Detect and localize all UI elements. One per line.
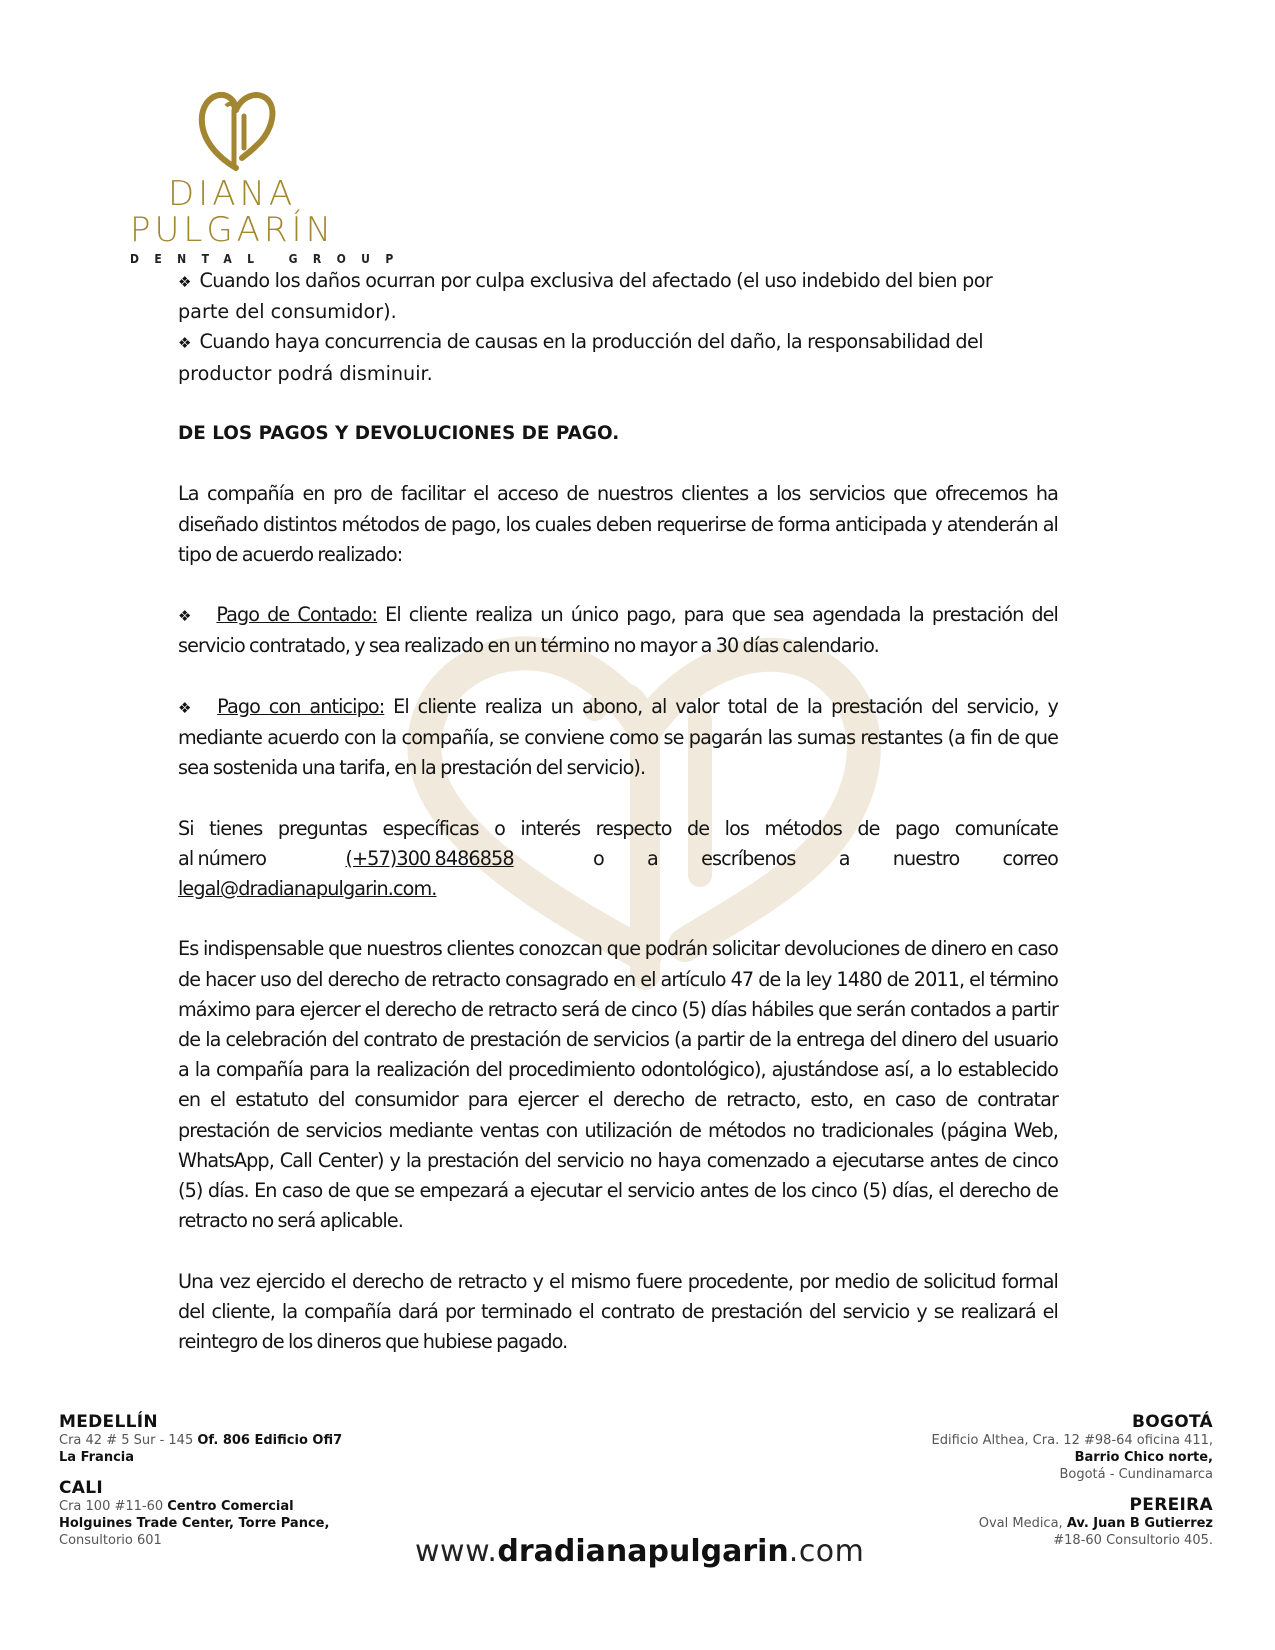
payment-method-cash: ❖ Pago de Contado: El cliente realiza un único pago, para que sea agendada la prestación del servicio contratado, y sea realizado en un término no mayor a 30 días calendario. [178,603,1058,658]
phone-link[interactable]: (+57)300 8486858 [345,846,514,870]
office-city-bogota: BOGOTÁ [1131,1412,1213,1432]
heart-tooth-logo-icon [196,86,276,176]
office-address-bogota: Edificio Althea, Cra. 12 #98-64 oficina 411, Barrio Chico norte, Bogotá - Cundinamarca [931,1433,1213,1482]
document-body [178,266,1058,1357]
company-logo [126,80,409,270]
website-link[interactable]: www.dradianapulgarin.com [415,1534,865,1569]
footer-left-offices [59,1412,399,1549]
office-city-cali: CALI [59,1478,103,1498]
diamond-bullet-icon: ❖ [178,698,196,717]
office-city-medellin: MEDELLÍN [59,1412,158,1432]
diamond-bullet-icon: ❖ [178,334,192,353]
logo-name-line2: PULGARÍN [130,210,336,250]
bullet-item: ❖ Cuando haya concurrencia de causas en la producción del daño, la responsabilidad del productor podrá disminuir. [178,330,984,385]
footer-right-offices [853,1412,1213,1549]
office-address-pereira: Oval Medica, Av. Juan B Gutierrez #18-60 Consultorio 405. [978,1516,1213,1548]
contact-paragraph: Si tienes preguntas específicas o interés respecto de los métodos de pago comunícate al número (+57)300 8486858 o a escríbenos a nuestro correo legal@dradianapulgarin.com. [178,816,1058,900]
diamond-bullet-icon: ❖ [178,607,195,626]
diamond-bullet-icon: ❖ [178,273,192,291]
refund-paragraph: Es indispensable que nuestros clientes conozcan que podrán solicitar devoluciones de dinero en caso de hacer uso del derecho de retracto consagrado en el artículo 47 de la ley 1480 de 2011, el término máximo para ejercer el derecho de retracto será de cinco (5) días hábiles que serán contados a partir de la celebración del contrato de prestación de servicios (a partir de la entrega del dinero del usuario a la compañía para la realización del procedimiento odontológico), ajustándose así, a lo establecido en el estatuto del consumidor para ejercer el derecho de retracto, esto, en caso de contratar prestación de servicios mediante ventas con utilización de métodos no tradicionales (página Web, WhatsApp, Call Center) y la prestación del servicio no haya comenzado a ejecutarse antes de cinco (5) días. En caso de que se empezará a ejecutar el servicio antes de los cinco (5) días, el derecho de retracto no será aplicable. [178,937,1058,1233]
logo-name-line1: DIANA [168,174,297,214]
section-heading: DE LOS PAGOS Y DEVOLUCIONES DE PAGO. [178,423,620,444]
closing-paragraph: Una vez ejercido el derecho de retracto y el mismo fuere procedente, por medio de solicitud formal del cliente, la compañía dará por terminado el contrato de prestación del servicio y se realizará el reintegro de los dineros que hubiese pagado. [178,1269,1058,1353]
office-city-pereira: PEREIRA [1129,1495,1213,1515]
payment-label: Pago con anticipo: [217,694,385,718]
office-address-cali: Cra 100 #11-60 Centro Comercial Holguines Trade Center, Torre Pance, Consultorio 601 [59,1499,330,1548]
bullet-item: ❖ Cuando los daños ocurran por culpa exclusiva del afectado (el uso indebido del bien por parte del consumidor). [178,269,993,324]
intro-paragraph: La compañía en pro de facilitar el acceso de nuestros clientes a los servicios que ofrecemos ha diseñado distintos métodos de pago, los cuales deben requerirse de forma anticipada y atenderán al tipo de acuerdo realizado: [178,482,1058,566]
logo-tagline: DENTAL GROUP [130,252,409,266]
office-address-medellin: Cra 42 # 5 Sur - 145 Of. 806 Edificio Ofi7 La Francia [59,1433,343,1465]
payment-label: Pago de Contado: [216,603,378,627]
email-link[interactable]: legal@dradianapulgarin.com. [178,876,437,900]
payment-method-advance: ❖ Pago con anticipo: El cliente realiza un abono, al valor total de la prestación del servicio, y mediante acuerdo con la compañía, se conviene como se pagarán las sumas restantes (a fin de que sea sostenida una tarifa, en la prestación del servicio). [178,694,1058,780]
